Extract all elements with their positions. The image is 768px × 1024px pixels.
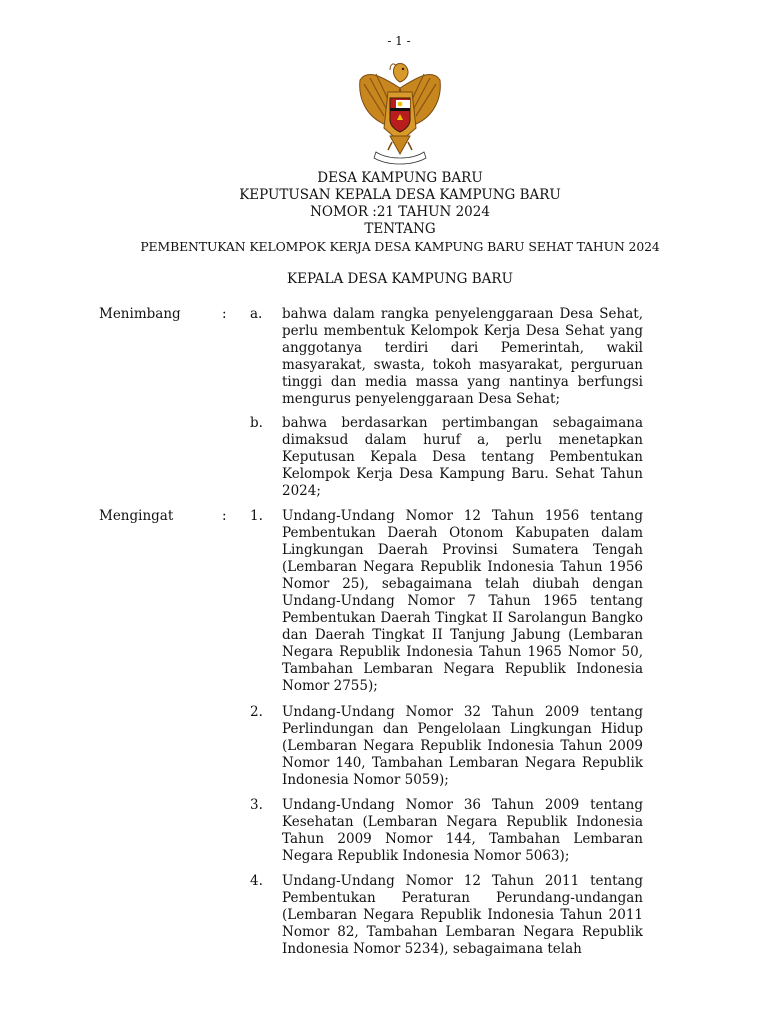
issuer-title: KEPALA DESA KAMPUNG BARU — [287, 271, 513, 287]
header-village: DESA KAMPUNG BARU — [317, 170, 483, 186]
item-marker: 1. — [250, 508, 263, 524]
item-marker: 4. — [250, 873, 263, 889]
item-marker: 3. — [250, 797, 263, 813]
garuda-pancasila-emblem-icon — [354, 58, 446, 166]
item-text: Undang-Undang Nomor 36 Tahun 2009 tentang Kesehatan (Lembaran Negara Republik Indonesia Tahun 2009 Nomor 144, Tambahan Lembaran Negara Republik Indonesia Nomor 5063); — [282, 797, 643, 864]
item-text: bahwa berdasarkan pertimbangan sebagaimana dimaksud dalam huruf a, perlu menetapkan Keputusan Kepala Desa tentang Pembentukan Kelompok Kerja Desa Kampung Baru. Sehat Tahun 2024; — [282, 415, 643, 499]
header-decree-number: NOMOR :21 TAHUN 2024 — [310, 204, 490, 220]
header-decree-title: KEPUTUSAN KEPALA DESA KAMPUNG BARU — [239, 187, 561, 203]
item-text: Undang-Undang Nomor 32 Tahun 2009 tentang Perlindungan dan Pengelolaan Lingkungan Hidup (Lembaran Negara Republik Indonesia Tahun 2009 Nomor 140, Tambahan Lembaran Negara Republik Indonesia Nomor 5059); — [282, 704, 643, 788]
page-number: - 1 - — [387, 34, 411, 48]
item-marker: b. — [250, 415, 263, 431]
item-marker: 2. — [250, 704, 263, 720]
item-text: Undang-Undang Nomor 12 Tahun 1956 tentang Pembentukan Daerah Otonom Kabupaten dalam Lingkungan Daerah Provinsi Sumatera Tengah (Lembaran Negara Republik Indonesia Tahun 1956 Nomor 25), sebagaimana telah diubah dengan Undang-Undang Nomor 7 Tahun 1965 tentang Pembentukan Daerah Tingkat II Sarolangun Bangko dan Daerah Tingkat II Tanjung Jabung (Lembaran Negara Republik Indonesia Tahun 1965 Nomor 50, Tambahan Lembaran Negara Republik Indonesia Nomor 2755); — [282, 508, 643, 694]
item-text: Undang-Undang Nomor 12 Tahun 2011 tentang Pembentukan Peraturan Perundang-undangan (Lembaran Negara Republik Indonesia Tahun 2011 Nomor 82, Tambahan Lembaran Negara Republik Indonesia Nomor 5234), sebagaimana telah — [282, 873, 643, 957]
menimbang-label: Menimbang — [99, 306, 181, 322]
item-marker: a. — [250, 306, 263, 322]
header-about: TENTANG — [364, 221, 436, 237]
mengingat-colon: : — [222, 508, 227, 524]
menimbang-colon: : — [222, 306, 227, 322]
header-subject: PEMBENTUKAN KELOMPOK KERJA DESA KAMPUNG BARU SEHAT TAHUN 2024 — [140, 239, 660, 254]
item-text: bahwa dalam rangka penyelenggaraan Desa Sehat, perlu membentuk Kelompok Kerja Desa Sehat yang anggotanya terdiri dari Pemerintah, wakil masyarakat, swasta, tokoh masyarakat, perguruan tinggi dan media massa yang nantinya berfungsi mengurus penyelenggaraan Desa Sehat; — [282, 306, 643, 407]
document-header — [0, 170, 768, 255]
mengingat-label: Mengingat — [99, 508, 174, 524]
